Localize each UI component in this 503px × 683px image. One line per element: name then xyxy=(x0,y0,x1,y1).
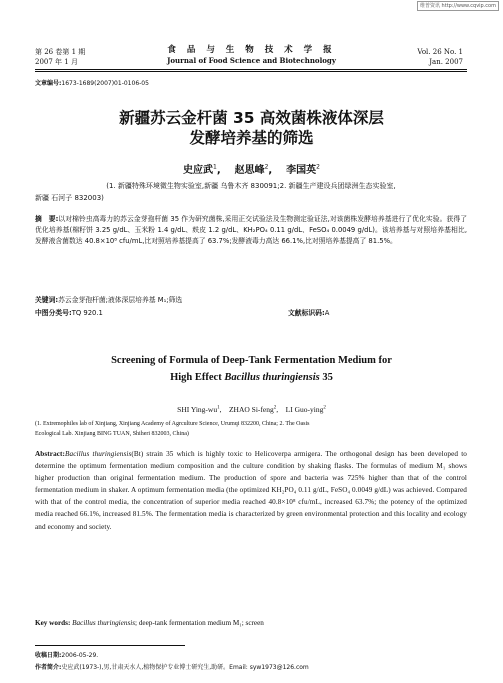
received-label: 收稿日期: xyxy=(35,652,62,659)
received-date xyxy=(35,650,98,659)
keywords-cn-text: 苏云金芽孢杆菌;液体深层培养基 M₁;筛选 xyxy=(58,296,183,304)
author-cn-2-aff: 2 xyxy=(264,163,269,171)
date-en: Jan. 2007 xyxy=(429,58,463,66)
keywords-en xyxy=(35,619,264,627)
author-en-2: ZHAO Si-feng xyxy=(228,405,274,414)
received-value: 2006-05-29. xyxy=(61,652,99,659)
author-en-1: SHI Ying-wu xyxy=(177,405,218,414)
affiliation-cn-line1: (1. 新疆特殊环境微生物实验室,新疆 乌鲁木齐 830091;2. 新疆生产建设兵团绿洲生态实验室, xyxy=(106,182,396,190)
author-cn-1-aff: 1 xyxy=(213,163,217,171)
authors-en: SHI Ying-$wu^1$, ZHAO Si-feng$^2$, LI Guo-ying$^2$ xyxy=(177,405,326,414)
affiliation-en xyxy=(35,419,467,439)
document-code xyxy=(288,307,329,317)
article-number-label: 文章编号: xyxy=(35,80,62,87)
abstract-cn-label: 摘 要: xyxy=(35,215,59,223)
document-code-value: A xyxy=(324,309,330,317)
authors-cn: 史应武$^1$, 赵思峰$^2$, 李国英$^2$ xyxy=(183,163,320,176)
abstract-en-text: (Bt) strain 35 which is highly toxic to Helicoverpa armigera. The orthogonal design has been developed to determine the optimum fermentation medium composition and the culture condition by shaking flasks. The formulas of medium M₁ shows higher production than original fermentation medium. The production of spore and bacteria was 725% higher than that of the control fermentation medium in shaker. A optimum fermentation media (the optimized KH₂PO₄ 0.11 g/dL, FeSO₄ 0.0049 g/dL) was achieved. Compared with that of the control media, the concentration of superior media reached 40.8×10⁸ cfu/mL, increased 63.7%; the potency of the optimized media reached 66.1%, increased 81.5%. The fermentation media is characterized by green environmental protection and this locality and ecology and economy and society. xyxy=(35,450,467,531)
affiliation-en-line1: (1. Extremophiles lab of Xinjiang, Xinjiang Academy of Agrculture Science, Urumqi 832200, China; 2. The Oasis xyxy=(35,421,310,427)
author-cn-1: 史应武 xyxy=(183,165,214,176)
author-cn-3-aff: 2 xyxy=(316,163,320,171)
keywords-en-text: ; deep-tank fermentation medium M₁; screen xyxy=(135,619,264,627)
title-en-line2 xyxy=(0,370,503,385)
volume-en: Vol. 26 No. 1 xyxy=(417,48,463,56)
document-code-label: 文献标识码: xyxy=(288,309,325,317)
abstract-cn xyxy=(35,214,467,247)
header-right xyxy=(417,47,463,67)
title-en-line2-pre: High Effect xyxy=(170,372,225,383)
volume-cn: 第 26 卷第 1 期 xyxy=(35,48,86,56)
article-number-value: 1673-1689(2007)01-0106-05 xyxy=(61,80,149,87)
keywords-cn-label: 关键词: xyxy=(35,296,59,304)
title-en-line2-post: 35 xyxy=(319,372,333,383)
abstract-en-label: Abstract: xyxy=(35,450,66,458)
journal-name-en: Journal of Food Science and Biotechnology xyxy=(167,56,336,65)
journal-name-cn: 食 品 与 生 物 技 术 学 报 xyxy=(167,45,336,55)
affiliation-cn xyxy=(35,180,467,204)
abstract-en-species: Bacillus thuringiensis xyxy=(65,450,132,458)
author-en-1-aff: 1 xyxy=(217,405,220,411)
title-en-line1: Screening of Formula of Deep-Tank Fermentation Medium for xyxy=(111,355,392,366)
author-cn-2: 赵思峰 xyxy=(234,165,265,176)
title-cn-line2: 发酵培养基的筛选 xyxy=(189,129,314,147)
keywords-en-species: Bacillus thuringiensis xyxy=(72,619,136,627)
author-cn-3: 李国英 xyxy=(286,165,317,176)
author-en-2-aff: 2 xyxy=(273,405,277,411)
watermark: 维普资讯 http://www.cqvip.com xyxy=(417,1,499,11)
clc-number xyxy=(35,307,103,317)
clc-label: 中图分类号: xyxy=(35,309,72,317)
title-cn-line1: 新疆苏云金杆菌 35 高效菌株液体深层 xyxy=(119,109,384,127)
author-bio-label: 作者简介: xyxy=(35,664,62,671)
article-number xyxy=(35,78,149,87)
author-en-3-aff: 2 xyxy=(323,405,326,411)
affiliation-en-line2: Ecological Lab. Xinjiang BING TUAN, Shiheri 832003, China) xyxy=(35,431,189,437)
header-rule-top xyxy=(35,69,467,70)
date-cn: 2007 年 1 月 xyxy=(35,58,78,66)
author-en-3: LI Guo-ying xyxy=(285,405,324,414)
keywords-en-label: Key words: xyxy=(35,619,71,627)
title-en-species: Bacillus thuringiensis xyxy=(224,372,320,383)
author-bio xyxy=(35,662,309,671)
footnote-rule xyxy=(35,645,185,646)
keywords-cn xyxy=(35,294,182,304)
abstract-cn-text: 以对棉铃虫高毒力的苏云金芽孢杆菌 35 作为研究菌株,采用正交试验法及生物测定验证法,对该菌株发酵培养基进行了优化实验。获得了优化培养基(棉籽饼 3.25 g/dL、玉米粉 1.4 g/dL、麸皮 1.2 g/dL、KH₂PO₄ 0.11 g/dL、FeSO₄ 0.0049 g/dL)。该培养基与对照培养基相比,发酵液含菌数达 40.8×10⁸ cfu/mL,比对照培养基提高了 63.7%;发酵液毒力高达 66.1%,比对照培养基提高了 81.5%。 xyxy=(35,215,467,245)
header-rule-bottom xyxy=(35,71,467,72)
author-bio-value: 史应武(1973-),男,甘肃天水人,植物保护专业博士研究生,助研。Email: syw1973@126.com xyxy=(61,664,309,671)
clc-value: TQ 920.1 xyxy=(71,309,103,317)
abstract-en xyxy=(35,448,467,533)
affiliation-cn-line2: 新疆 石河子 832003) xyxy=(35,194,104,202)
